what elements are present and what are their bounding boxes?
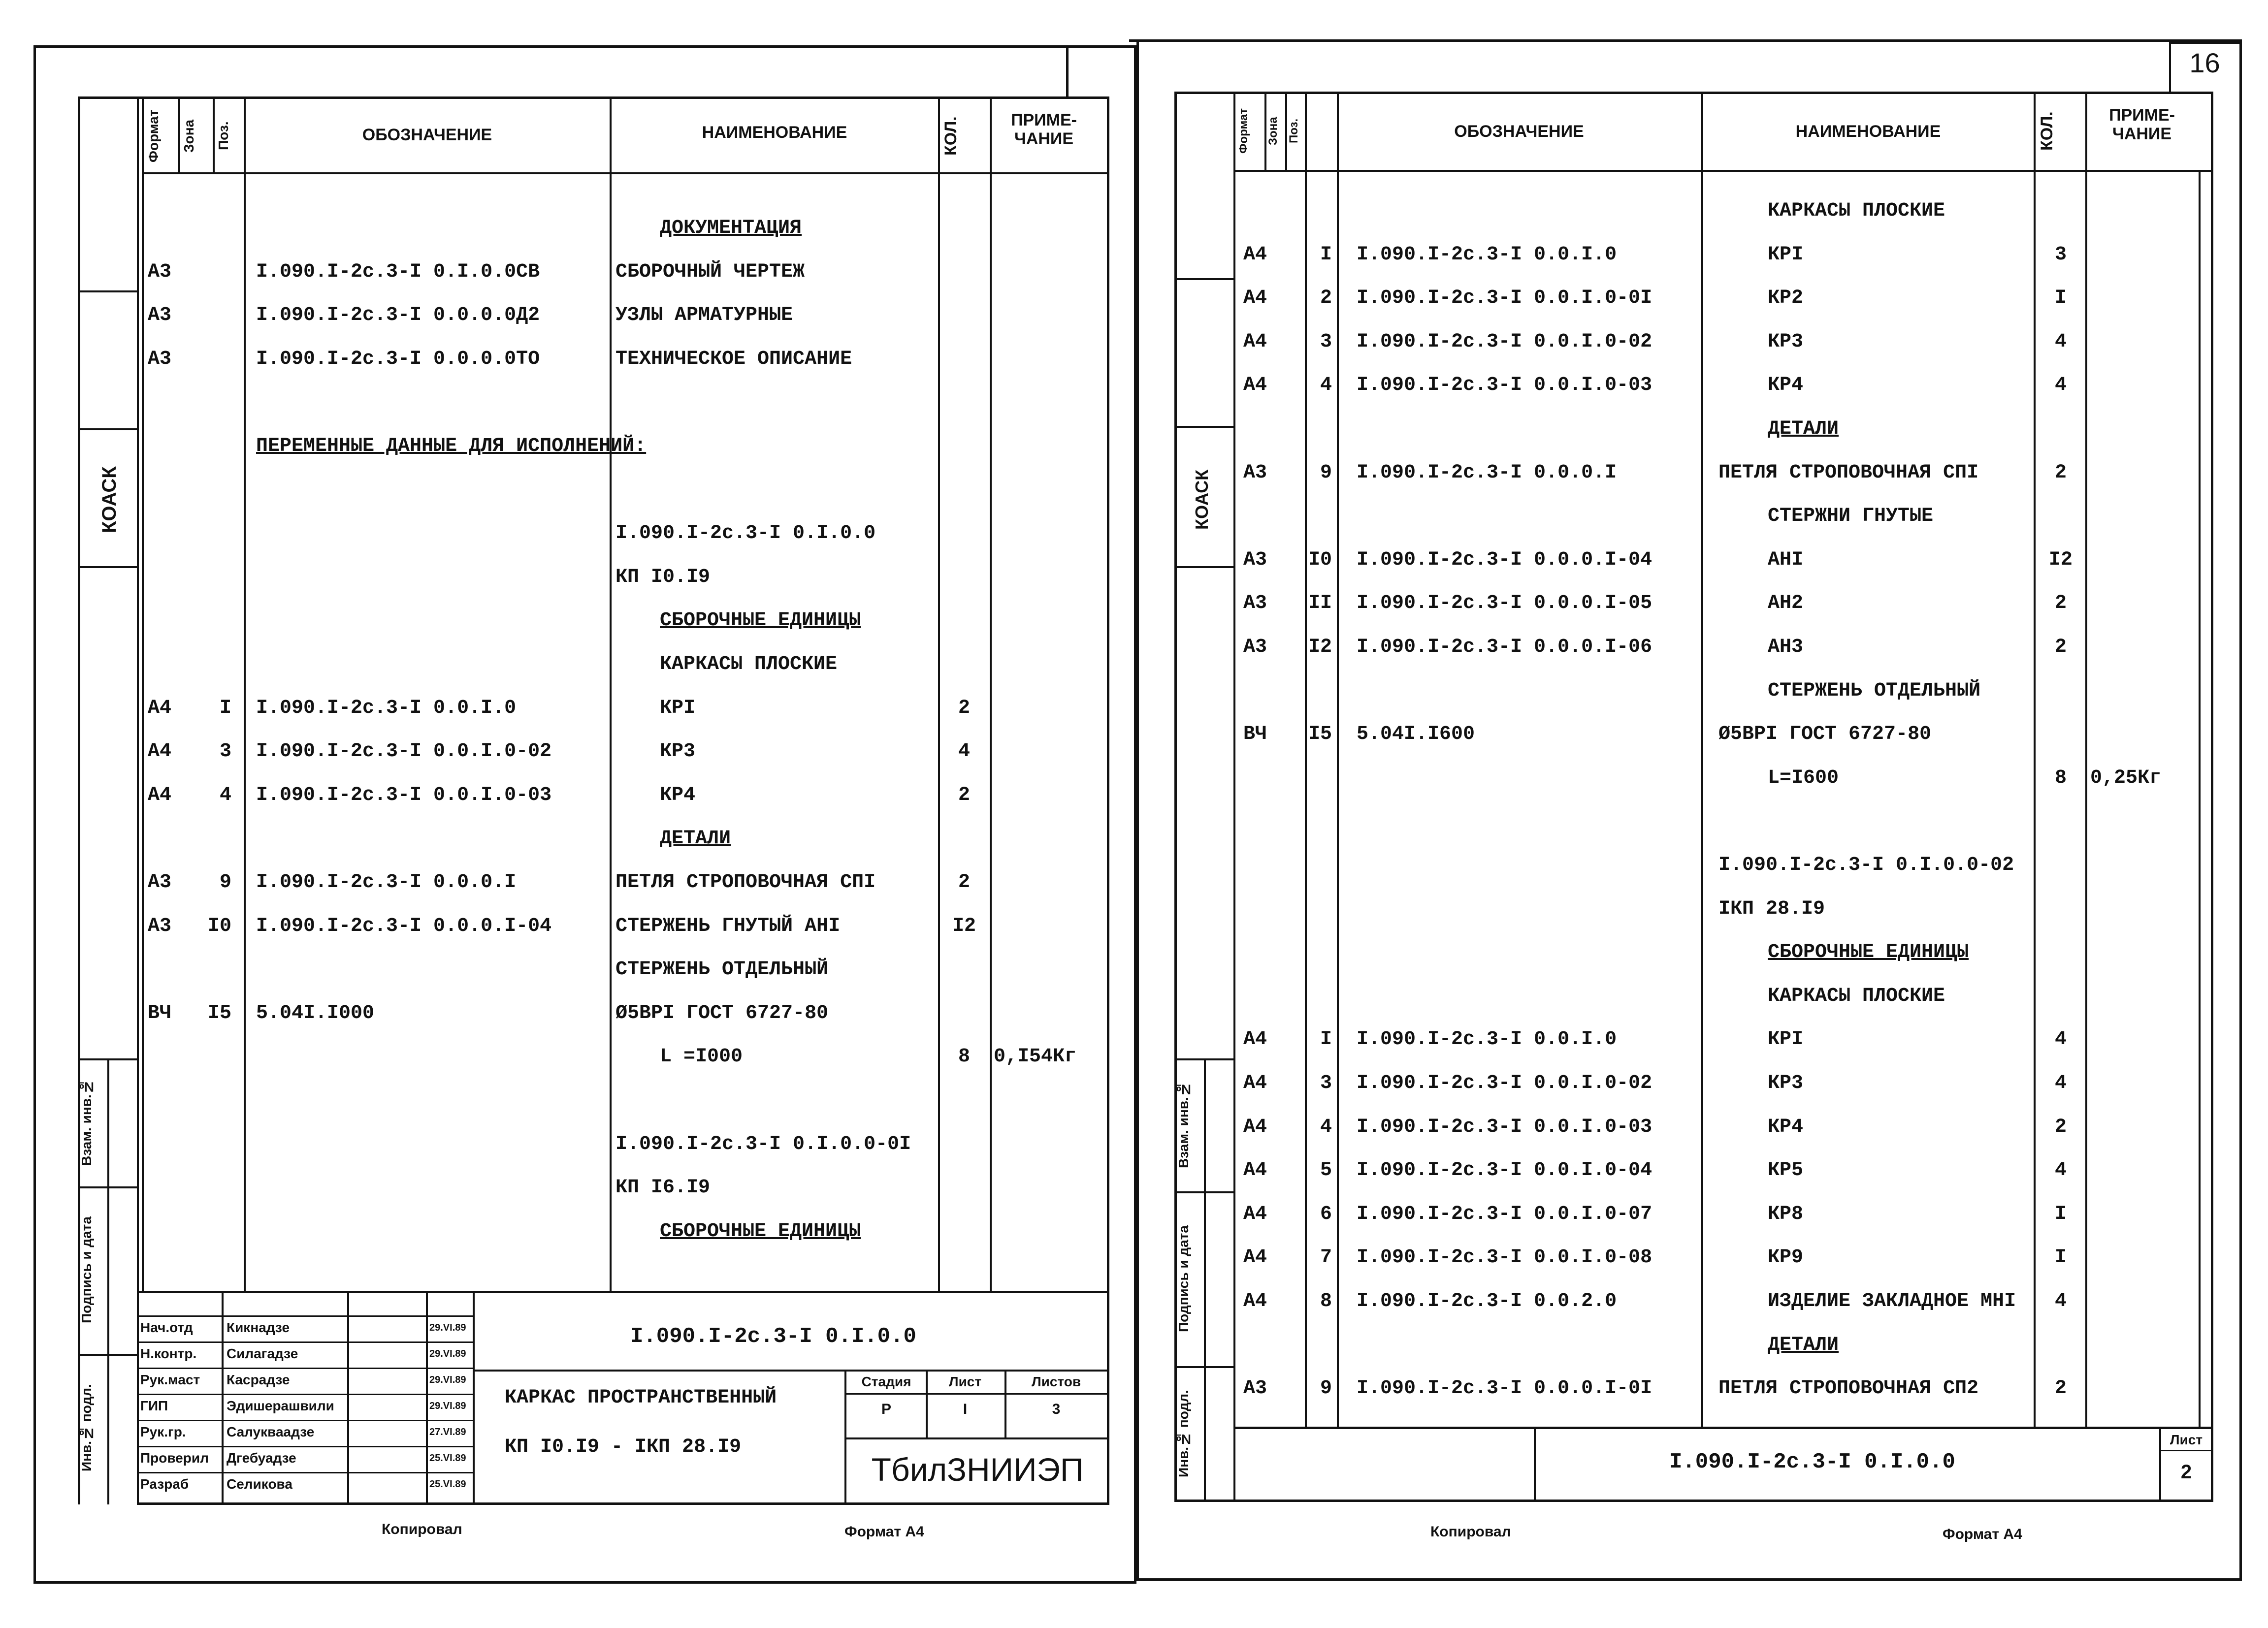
name-cell: ТЕХНИЧЕСКОЕ ОПИСАНИЕ xyxy=(616,348,852,370)
right-hdr-designation: ОБОЗНАЧЕНИЕ xyxy=(1454,122,1584,141)
pos-cell: II xyxy=(1308,592,1332,615)
signer-role: Проверил xyxy=(140,1450,209,1466)
right-hdr-pos: Поз. xyxy=(1287,118,1300,144)
pos-cell: 3 xyxy=(1320,1072,1332,1094)
format-cell: А4 xyxy=(1243,1072,1267,1094)
name-cell: КР3 xyxy=(660,740,696,763)
format-cell: А3 xyxy=(148,915,172,937)
left-tb-sheets-label: Листов xyxy=(1031,1374,1081,1389)
designation-cell: I.090.I-2c.3-I 0.0.I.0-07 xyxy=(1357,1203,1652,1225)
name-cell: L=I600 xyxy=(1768,766,1839,789)
designation-cell: I.090.I-2c.3-I 0.0.I.0 xyxy=(256,697,517,719)
name-cell: СТЕРЖЕНЬ ОТДЕЛЬНЫЙ xyxy=(1768,679,1981,702)
name-cell: КР8 xyxy=(1768,1203,1804,1225)
qty-cell: I xyxy=(2054,287,2067,310)
format-cell: А4 xyxy=(148,784,172,806)
right-tb-sheet-label: Лист xyxy=(2170,1432,2203,1447)
qty-cell: 2 xyxy=(958,697,970,719)
right-tb-designation: I.090.I-2c.3-I 0.I.0.0 xyxy=(1669,1450,1955,1474)
format-cell: ВЧ xyxy=(1243,723,1267,746)
left-tb-sheet: I xyxy=(963,1401,968,1417)
format-cell: А3 xyxy=(148,871,172,894)
name-cell: I.090.I-2c.3-I 0.I.0.0 xyxy=(616,522,876,545)
designation-cell: I.090.I-2c.3-I 0.0.2.0 xyxy=(1357,1290,1617,1312)
format-cell: А4 xyxy=(1243,1246,1267,1269)
format-cell: А3 xyxy=(1243,461,1267,484)
format-cell: А4 xyxy=(148,740,172,763)
pos-cell: 9 xyxy=(219,871,231,894)
designation-cell: I.090.I-2c.3-I 0.0.I.0-08 xyxy=(1357,1246,1652,1269)
designation-cell: I.090.I-2c.3-I 0.0.0.I xyxy=(256,871,517,894)
pos-cell: I xyxy=(1320,1028,1332,1051)
left-hdr-zone: Зона xyxy=(181,119,196,153)
pos-cell: 4 xyxy=(1320,374,1332,397)
name-cell: СТЕРЖЕНЬ ГНУТЫЙ АНI xyxy=(616,915,841,937)
signer-role: Рук.гр. xyxy=(140,1424,186,1439)
right-footer-copied: Копировал xyxy=(1430,1524,1511,1540)
qty-cell: 2 xyxy=(2054,1116,2067,1138)
designation-cell: 5.04I.I000 xyxy=(256,1002,375,1024)
designation-cell: I.090.I-2c.3-I 0.0.0.0Д2 xyxy=(256,304,540,327)
left-hdr-note: ПРИМЕ-ЧАНИЕ xyxy=(1011,111,1077,148)
pos-cell: I5 xyxy=(207,1002,231,1024)
designation-cell: I.090.I-2c.3-I 0.I.0.0СВ xyxy=(256,260,540,283)
note-cell: 0,25Кг xyxy=(2090,766,2162,789)
qty-cell: 2 xyxy=(958,784,970,806)
name-cell: КП I6.I9 xyxy=(616,1177,711,1199)
name-cell: L =I000 xyxy=(660,1046,743,1068)
left-stamp-2: Подпись и дата xyxy=(79,1216,94,1324)
designation-cell: I.090.I-2c.3-I 0.0.I.0-0I xyxy=(1357,287,1652,310)
signer-date: 29.VI.89 xyxy=(429,1401,466,1411)
signer-role: Н.контр. xyxy=(140,1346,197,1361)
qty-cell: 4 xyxy=(958,740,970,763)
designation-cell: I.090.I-2c.3-I 0.0.0.I-0I xyxy=(1357,1377,1652,1400)
name-cell: КРI xyxy=(1768,1028,1804,1051)
name-cell: КАРКАСЫ ПЛОСКИЕ xyxy=(1768,200,1945,222)
signer-name: Дгебуадзе xyxy=(227,1450,296,1466)
designation-cell: I.090.I-2c.3-I 0.0.I.0-04 xyxy=(1357,1159,1652,1182)
name-cell: КАРКАСЫ ПЛОСКИЕ xyxy=(660,653,838,675)
qty-cell: 4 xyxy=(2054,374,2067,397)
left-side-label: КОАСК xyxy=(98,466,120,533)
signer-name: Силагадзе xyxy=(227,1346,298,1361)
name-cell: ПЕТЛЯ СТРОПОВОЧНАЯ СП2 xyxy=(1718,1377,1979,1400)
right-hdr-format: Формат xyxy=(1237,108,1250,154)
name-cell: Ø5ВРI ГОСТ 6727-80 xyxy=(1718,723,1932,746)
left-stamp-1: Взам. инв.№ xyxy=(79,1079,94,1166)
left-tb-stage: Р xyxy=(881,1401,891,1417)
format-cell: А3 xyxy=(148,348,172,370)
left-hdr-pos: Поз. xyxy=(216,121,231,151)
pos-cell: 8 xyxy=(1320,1290,1332,1312)
left-tb-title1: КАРКАС ПРОСТРАНСТВЕННЫЙ xyxy=(505,1387,777,1409)
designation-cell: I.090.I-2c.3-I 0.0.0.0ТО xyxy=(256,348,540,370)
format-cell: А4 xyxy=(1243,1290,1267,1312)
format-cell: А4 xyxy=(1243,1159,1267,1182)
qty-cell: 4 xyxy=(2054,330,2067,353)
left-tb-title2: КП I0.I9 - IКП 28.I9 xyxy=(505,1436,742,1458)
qty-cell: 4 xyxy=(2054,1290,2067,1312)
signer-role: ГИП xyxy=(140,1398,168,1413)
left-hdr-format: Формат xyxy=(146,109,161,162)
name-cell: АН3 xyxy=(1768,636,1804,658)
left-hdr-qty: КОЛ. xyxy=(941,116,960,156)
name-cell: СБОРОЧНЫЕ ЕДИНИЦЫ xyxy=(660,1220,861,1243)
pos-cell: 5 xyxy=(1320,1159,1332,1182)
format-cell: А3 xyxy=(1243,592,1267,615)
name-cell: КР4 xyxy=(1768,374,1804,397)
name-cell: КР2 xyxy=(1768,287,1804,310)
left-hdr-name: НАИМЕНОВАНИЕ xyxy=(702,123,847,142)
signer-name: Кикнадзе xyxy=(227,1320,290,1335)
designation-cell: I.090.I-2c.3-I 0.0.I.0-03 xyxy=(1357,374,1652,397)
name-cell: ИЗДЕЛИЕ ЗАКЛАДНОЕ МНI xyxy=(1768,1290,2016,1312)
qty-cell: 4 xyxy=(2054,1159,2067,1182)
name-cell: СБОРОЧНЫЙ ЧЕРТЕЖ xyxy=(616,260,805,283)
name-cell: ДЕТАЛИ xyxy=(1768,1334,1839,1356)
format-cell: А4 xyxy=(1243,374,1267,397)
name-cell: СБОРОЧНЫЕ ЕДИНИЦЫ xyxy=(660,609,861,632)
left-tb-org: ТбилЗНИИЭП xyxy=(871,1451,1084,1488)
name-cell: ДЕТАЛИ xyxy=(1768,418,1839,440)
pos-cell: 2 xyxy=(1320,287,1332,310)
format-cell: А3 xyxy=(148,260,172,283)
left-footer-copied: Копировал xyxy=(382,1521,462,1537)
name-cell: УЗЛЫ АРМАТУРНЫЕ xyxy=(616,304,793,327)
signer-date: 25.VI.89 xyxy=(429,1479,466,1490)
format-cell: А3 xyxy=(1243,636,1267,658)
qty-cell: I xyxy=(2054,1246,2067,1269)
right-stamp-3: Инв.№ подл. xyxy=(1176,1390,1191,1478)
pos-cell: I5 xyxy=(1308,723,1332,746)
right-hdr-qty: КОЛ. xyxy=(2038,111,2056,151)
designation-cell: I.090.I-2c.3-I 0.0.0.I xyxy=(1357,461,1617,484)
left-tb-stage-label: Стадия xyxy=(861,1374,911,1389)
format-cell: А4 xyxy=(1243,1116,1267,1138)
name-cell: СБОРОЧНЫЕ ЕДИНИЦЫ xyxy=(1768,941,1969,964)
name-cell: КР9 xyxy=(1768,1246,1804,1269)
format-cell: А3 xyxy=(1243,1377,1267,1400)
designation-cell: I.090.I-2c.3-I 0.0.I.0-02 xyxy=(256,740,552,763)
left-hdr-designation: ОБОЗНАЧЕНИЕ xyxy=(362,126,492,144)
name-cell: IКП 28.I9 xyxy=(1718,897,1825,920)
pos-cell: 9 xyxy=(1320,461,1332,484)
name-cell: ПЕТЛЯ СТРОПОВОЧНАЯ СПI xyxy=(1718,461,1979,484)
name-cell: КР4 xyxy=(1768,1116,1804,1138)
name-cell: ДЕТАЛИ xyxy=(660,828,731,850)
format-cell: А4 xyxy=(1243,330,1267,353)
designation-cell: I.090.I-2c.3-I 0.0.I.0-03 xyxy=(1357,1116,1652,1138)
name-cell: КР3 xyxy=(1768,330,1804,353)
name-cell: СТЕРЖНИ ГНУТЫЕ xyxy=(1768,505,1934,528)
designation-cell: I.090.I-2c.3-I 0.0.0.I-06 xyxy=(1357,636,1652,658)
designation-cell: I.090.I-2c.3-I 0.0.I.0-02 xyxy=(1357,1072,1652,1094)
name-cell: АНI xyxy=(1768,548,1804,571)
name-cell: КРI xyxy=(660,697,696,719)
format-cell: А4 xyxy=(148,697,172,719)
format-cell: А4 xyxy=(1243,1028,1267,1051)
name-cell: КР3 xyxy=(1768,1072,1804,1094)
signer-date: 27.VI.89 xyxy=(429,1427,466,1437)
right-side-label: КОАСК xyxy=(1192,469,1212,530)
note-cell: 0,I54Кг xyxy=(994,1046,1077,1068)
signer-name: Эдишерашвили xyxy=(227,1398,334,1413)
format-cell: А3 xyxy=(148,304,172,327)
format-cell: ВЧ xyxy=(148,1002,172,1024)
name-cell: КРI xyxy=(1768,243,1804,266)
pos-cell: 7 xyxy=(1320,1246,1332,1269)
pos-cell: 9 xyxy=(1320,1377,1332,1400)
signer-name: Салукваадзе xyxy=(227,1424,315,1439)
signer-date: 25.VI.89 xyxy=(429,1453,466,1464)
pos-cell: I0 xyxy=(1308,548,1332,571)
name-cell: Ø5ВРI ГОСТ 6727-80 xyxy=(616,1002,829,1024)
name-cell: I.090.I-2c.3-I 0.I.0.0-02 xyxy=(1718,854,2014,876)
signer-date: 29.VI.89 xyxy=(429,1374,466,1385)
name-cell: КАРКАСЫ ПЛОСКИЕ xyxy=(1768,985,1945,1007)
format-cell: А4 xyxy=(1243,243,1267,266)
name-cell: КР4 xyxy=(660,784,696,806)
pos-cell: 4 xyxy=(219,784,231,806)
pos-cell: 4 xyxy=(1320,1116,1332,1138)
designation-cell: ПЕРЕМЕННЫЕ ДАННЫЕ ДЛЯ ИСПОЛНЕНИЙ: xyxy=(256,435,647,457)
name-cell: ПЕТЛЯ СТРОПОВОЧНАЯ СПI xyxy=(616,871,876,894)
signer-name: Касрадзе xyxy=(227,1372,290,1387)
right-stamp-1: Взам. инв.№ xyxy=(1176,1082,1191,1168)
pos-cell: 3 xyxy=(1320,330,1332,353)
pos-cell: I2 xyxy=(1308,636,1332,658)
qty-cell: 2 xyxy=(958,871,970,894)
right-hdr-note: ПРИМЕ-ЧАНИЕ xyxy=(2109,106,2175,143)
format-cell: А4 xyxy=(1243,1203,1267,1225)
signer-role: Рук.маст xyxy=(140,1372,200,1387)
qty-cell: 2 xyxy=(2054,636,2067,658)
signer-role: Разраб xyxy=(140,1476,189,1492)
right-page-number: 16 xyxy=(2189,47,2220,78)
pos-cell: I0 xyxy=(207,915,231,937)
right-hdr-zone: Зона xyxy=(1266,117,1280,145)
left-stamp-3: Инв.№ подл. xyxy=(79,1384,94,1471)
signer-date: 29.VI.89 xyxy=(429,1348,466,1359)
qty-cell: 8 xyxy=(958,1046,970,1068)
designation-cell: 5.04I.I600 xyxy=(1357,723,1475,746)
name-cell: I.090.I-2c.3-I 0.I.0.0-0I xyxy=(616,1133,911,1155)
designation-cell: I.090.I-2c.3-I 0.0.I.0 xyxy=(1357,1028,1617,1051)
left-footer-format: Формат А4 xyxy=(844,1524,924,1540)
pos-cell: I xyxy=(1320,243,1332,266)
name-cell: СТЕРЖЕНЬ ОТДЕЛЬНЫЙ xyxy=(616,958,829,981)
pos-cell: 3 xyxy=(219,740,231,763)
qty-cell: I2 xyxy=(2048,548,2073,571)
right-tb-sheet: 2 xyxy=(2180,1461,2192,1483)
name-cell: ДОКУМЕНТАЦИЯ xyxy=(660,217,802,239)
designation-cell: I.090.I-2c.3-I 0.0.I.0-03 xyxy=(256,784,552,806)
right-footer-format: Формат А4 xyxy=(1943,1526,2022,1542)
right-hdr-name: НАИМЕНОВАНИЕ xyxy=(1795,122,1941,141)
format-cell: А4 xyxy=(1243,287,1267,310)
pos-cell: 6 xyxy=(1320,1203,1332,1225)
qty-cell: 4 xyxy=(2054,1072,2067,1094)
format-cell: А3 xyxy=(1243,548,1267,571)
designation-cell: I.090.I-2c.3-I 0.0.I.0 xyxy=(1357,243,1617,266)
left-tb-designation: I.090.I-2c.3-I 0.I.0.0 xyxy=(630,1324,916,1349)
left-tb-sheets: 3 xyxy=(1052,1401,1061,1417)
designation-cell: I.090.I-2c.3-I 0.0.I.0-02 xyxy=(1357,330,1652,353)
left-tb-sheet-label: Лист xyxy=(948,1374,982,1389)
pos-cell: I xyxy=(219,697,231,719)
qty-cell: 2 xyxy=(2054,461,2067,484)
designation-cell: I.090.I-2c.3-I 0.0.0.I-04 xyxy=(256,915,552,937)
signer-date: 29.VI.89 xyxy=(429,1322,466,1333)
signer-role: Нач.отд xyxy=(140,1320,193,1335)
qty-cell: I xyxy=(2054,1203,2067,1225)
qty-cell: 8 xyxy=(2054,766,2067,789)
signer-name: Селикова xyxy=(227,1476,292,1492)
qty-cell: I2 xyxy=(952,915,976,937)
name-cell: КР5 xyxy=(1768,1159,1804,1182)
qty-cell: 2 xyxy=(2054,1377,2067,1400)
designation-cell: I.090.I-2c.3-I 0.0.0.I-04 xyxy=(1357,548,1652,571)
qty-cell: 3 xyxy=(2054,243,2067,266)
right-stamp-2: Подпись и дата xyxy=(1176,1225,1191,1332)
qty-cell: 2 xyxy=(2054,592,2067,615)
name-cell: КП I0.I9 xyxy=(616,566,711,588)
qty-cell: 4 xyxy=(2054,1028,2067,1051)
name-cell: АН2 xyxy=(1768,592,1804,615)
designation-cell: I.090.I-2c.3-I 0.0.0.I-05 xyxy=(1357,592,1652,615)
